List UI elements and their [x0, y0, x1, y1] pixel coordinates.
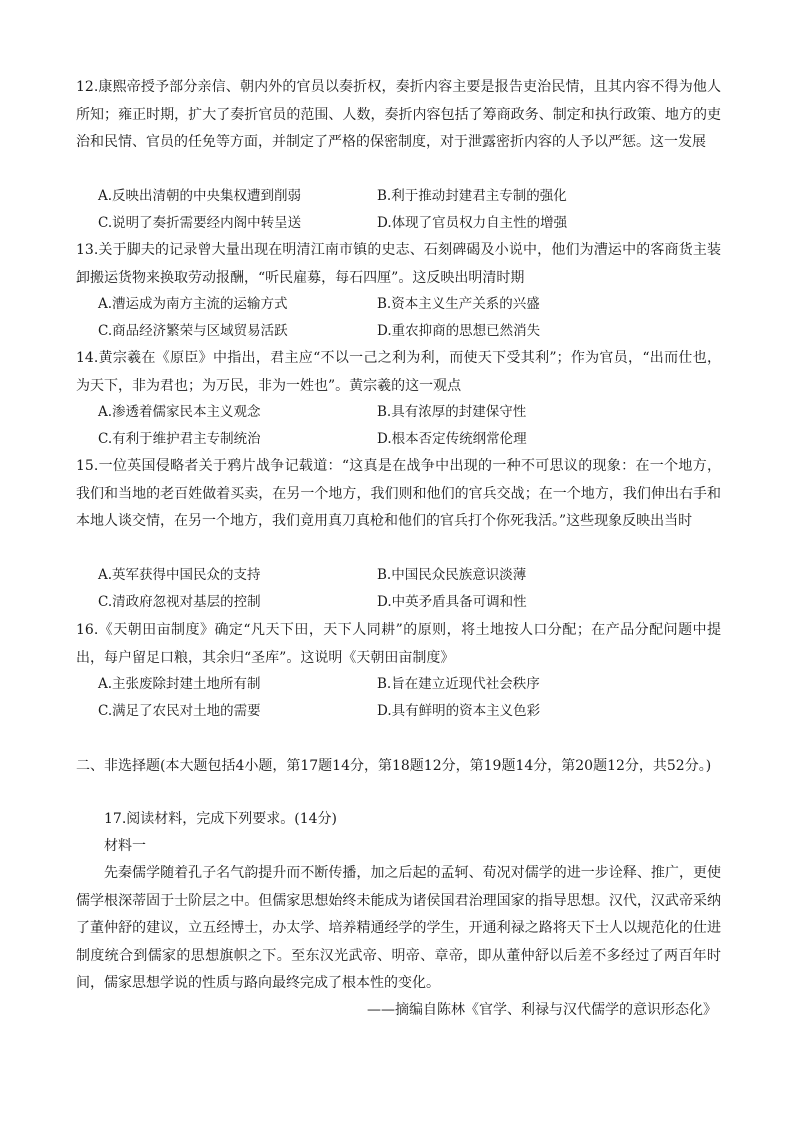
- question-13-stem: 13.关于脚夫的记录曾大量出现在明清江南市镇的史志、石刻碑碣及小说中，他们为漕运中的客商货主装卸搬运货物来换取劳动报酬，“听民雇募，每石四厘”。这反映出明清时期: [76, 242, 721, 286]
- question-15-option-c: C.清政府忽视对基层的控制: [98, 594, 261, 610]
- material-text: 先秦儒学随着孔子名气韵提升而不断传播，加之后起的孟轲、荀况对儒学的进一步诠释、推广，更使儒学根深蒂固于士阶层之中。但儒家思想始终未能成为诸侯国君治理国家的指导思想。汉代，汉武帝采纳了董仲舒的建议，立五经博士，办太学、培养精通经学的学生，开通利禄之路将天下士人以规范化的仕进制度统合到儒家的思想旗帜之下。至东汉光武帝、明帝、章帝，即从董仲舒以后差不多经过了两百年时间，儒家思想学说的性质与路向最终完成了根本性的变化。: [76, 865, 721, 991]
- question-15-option-d: D.中英矛盾具备可调和性: [377, 594, 527, 610]
- question-12-option-a: A.反映出清朝的中央集权遭到削弱: [98, 188, 302, 204]
- question-14-option-c: C.有利于维护君主专制统治: [98, 431, 261, 447]
- question-13-option-d: D.重农抑商的思想已然消失: [377, 323, 541, 339]
- question-16-option-c: C.满足了农民对土地的需要: [98, 703, 261, 719]
- question-16-stem: 16.《天朝田亩制度》确定“凡天下田，天下人同耕”的原则，将土地按人口分配；在产品分配问题中提出，每户留足口粮，其余归“圣库”。这说明《天朝田亩制度》: [76, 622, 721, 666]
- question-16-option-a: A.主张废除封建土地所有制: [98, 676, 261, 692]
- question-14-option-d: D.根本否定传统纲常伦理: [377, 431, 527, 447]
- question-14-option-a: A.渗透着儒家民本主义观念: [98, 404, 261, 420]
- question-12-option-b: B.利于推动封建君主专制的强化: [377, 188, 567, 204]
- question-12-option-d: D.体现了官员权力自主性的增强: [377, 215, 568, 231]
- section-2-heading: 二、非选择题(本大题包括4小题，第17题14分，第18题12分，第19题14分，第20题12分，共52分。): [76, 758, 712, 774]
- question-17-stem: 17.阅读材料，完成下列要求。(14分): [104, 811, 338, 827]
- question-15-stem: 15.一位英国侵略者关于鸦片战争记载道：“这真是在战争中出现的一种不可思议的现象：在一个地方，我们和当地的老百姓做着买卖，在另一个地方，我们则和他们的官兵交战；在一个地方，我们伸出右手和本地人谈交情，在另一个地方，我们竟用真刀真枪和他们的官兵打个你死我活。”这些现象反映出当时: [76, 458, 721, 529]
- question-14-stem: 14.黄宗羲在《原臣》中指出，君主应“不以一己之利为利，而使天下受其利”；作为官员，“出而仕也，为天下，非为君也；为万民，非为一姓也”。黄宗羲的这一观点: [76, 350, 721, 394]
- question-14-option-b: B.具有浓厚的封建保守性: [377, 404, 527, 420]
- question-12-stem: 12.康熙帝授予部分亲信、朝内外的官员以奏折权，奏折内容主要是报告吏治民情，且其内容不得为他人所知；雍正时期，扩大了奏折官员的范围、人数，奏折内容包括了筹商政务、制定和执行政策、地方的吏治和民情、官员的任免等方面，并制定了严格的保密制度，对于泄露密折内容的人予以严惩。这一发展: [76, 79, 721, 150]
- question-16-option-d: D.具有鲜明的资本主义色彩: [377, 703, 541, 719]
- question-15-option-b: B.中国民众民族意识淡薄: [377, 567, 527, 583]
- material-source: ——摘编自陈林《官学、利禄与汉代儒学的意识形态化》: [367, 1002, 717, 1018]
- question-13-option-a: A.漕运成为南方主流的运输方式: [98, 296, 288, 312]
- question-13-option-b: B.资本主义生产关系的兴盛: [377, 296, 540, 312]
- question-15-option-a: A.英军获得中国民众的支持: [98, 567, 261, 583]
- question-12-option-c: C.说明了奏折需要经内阁中转呈送: [98, 215, 302, 231]
- question-13-option-c: C.商品经济繁荣与区域贸易活跃: [98, 323, 288, 339]
- material-label: 材料一: [104, 838, 146, 854]
- question-16-option-b: B.旨在建立近现代社会秩序: [377, 676, 540, 692]
